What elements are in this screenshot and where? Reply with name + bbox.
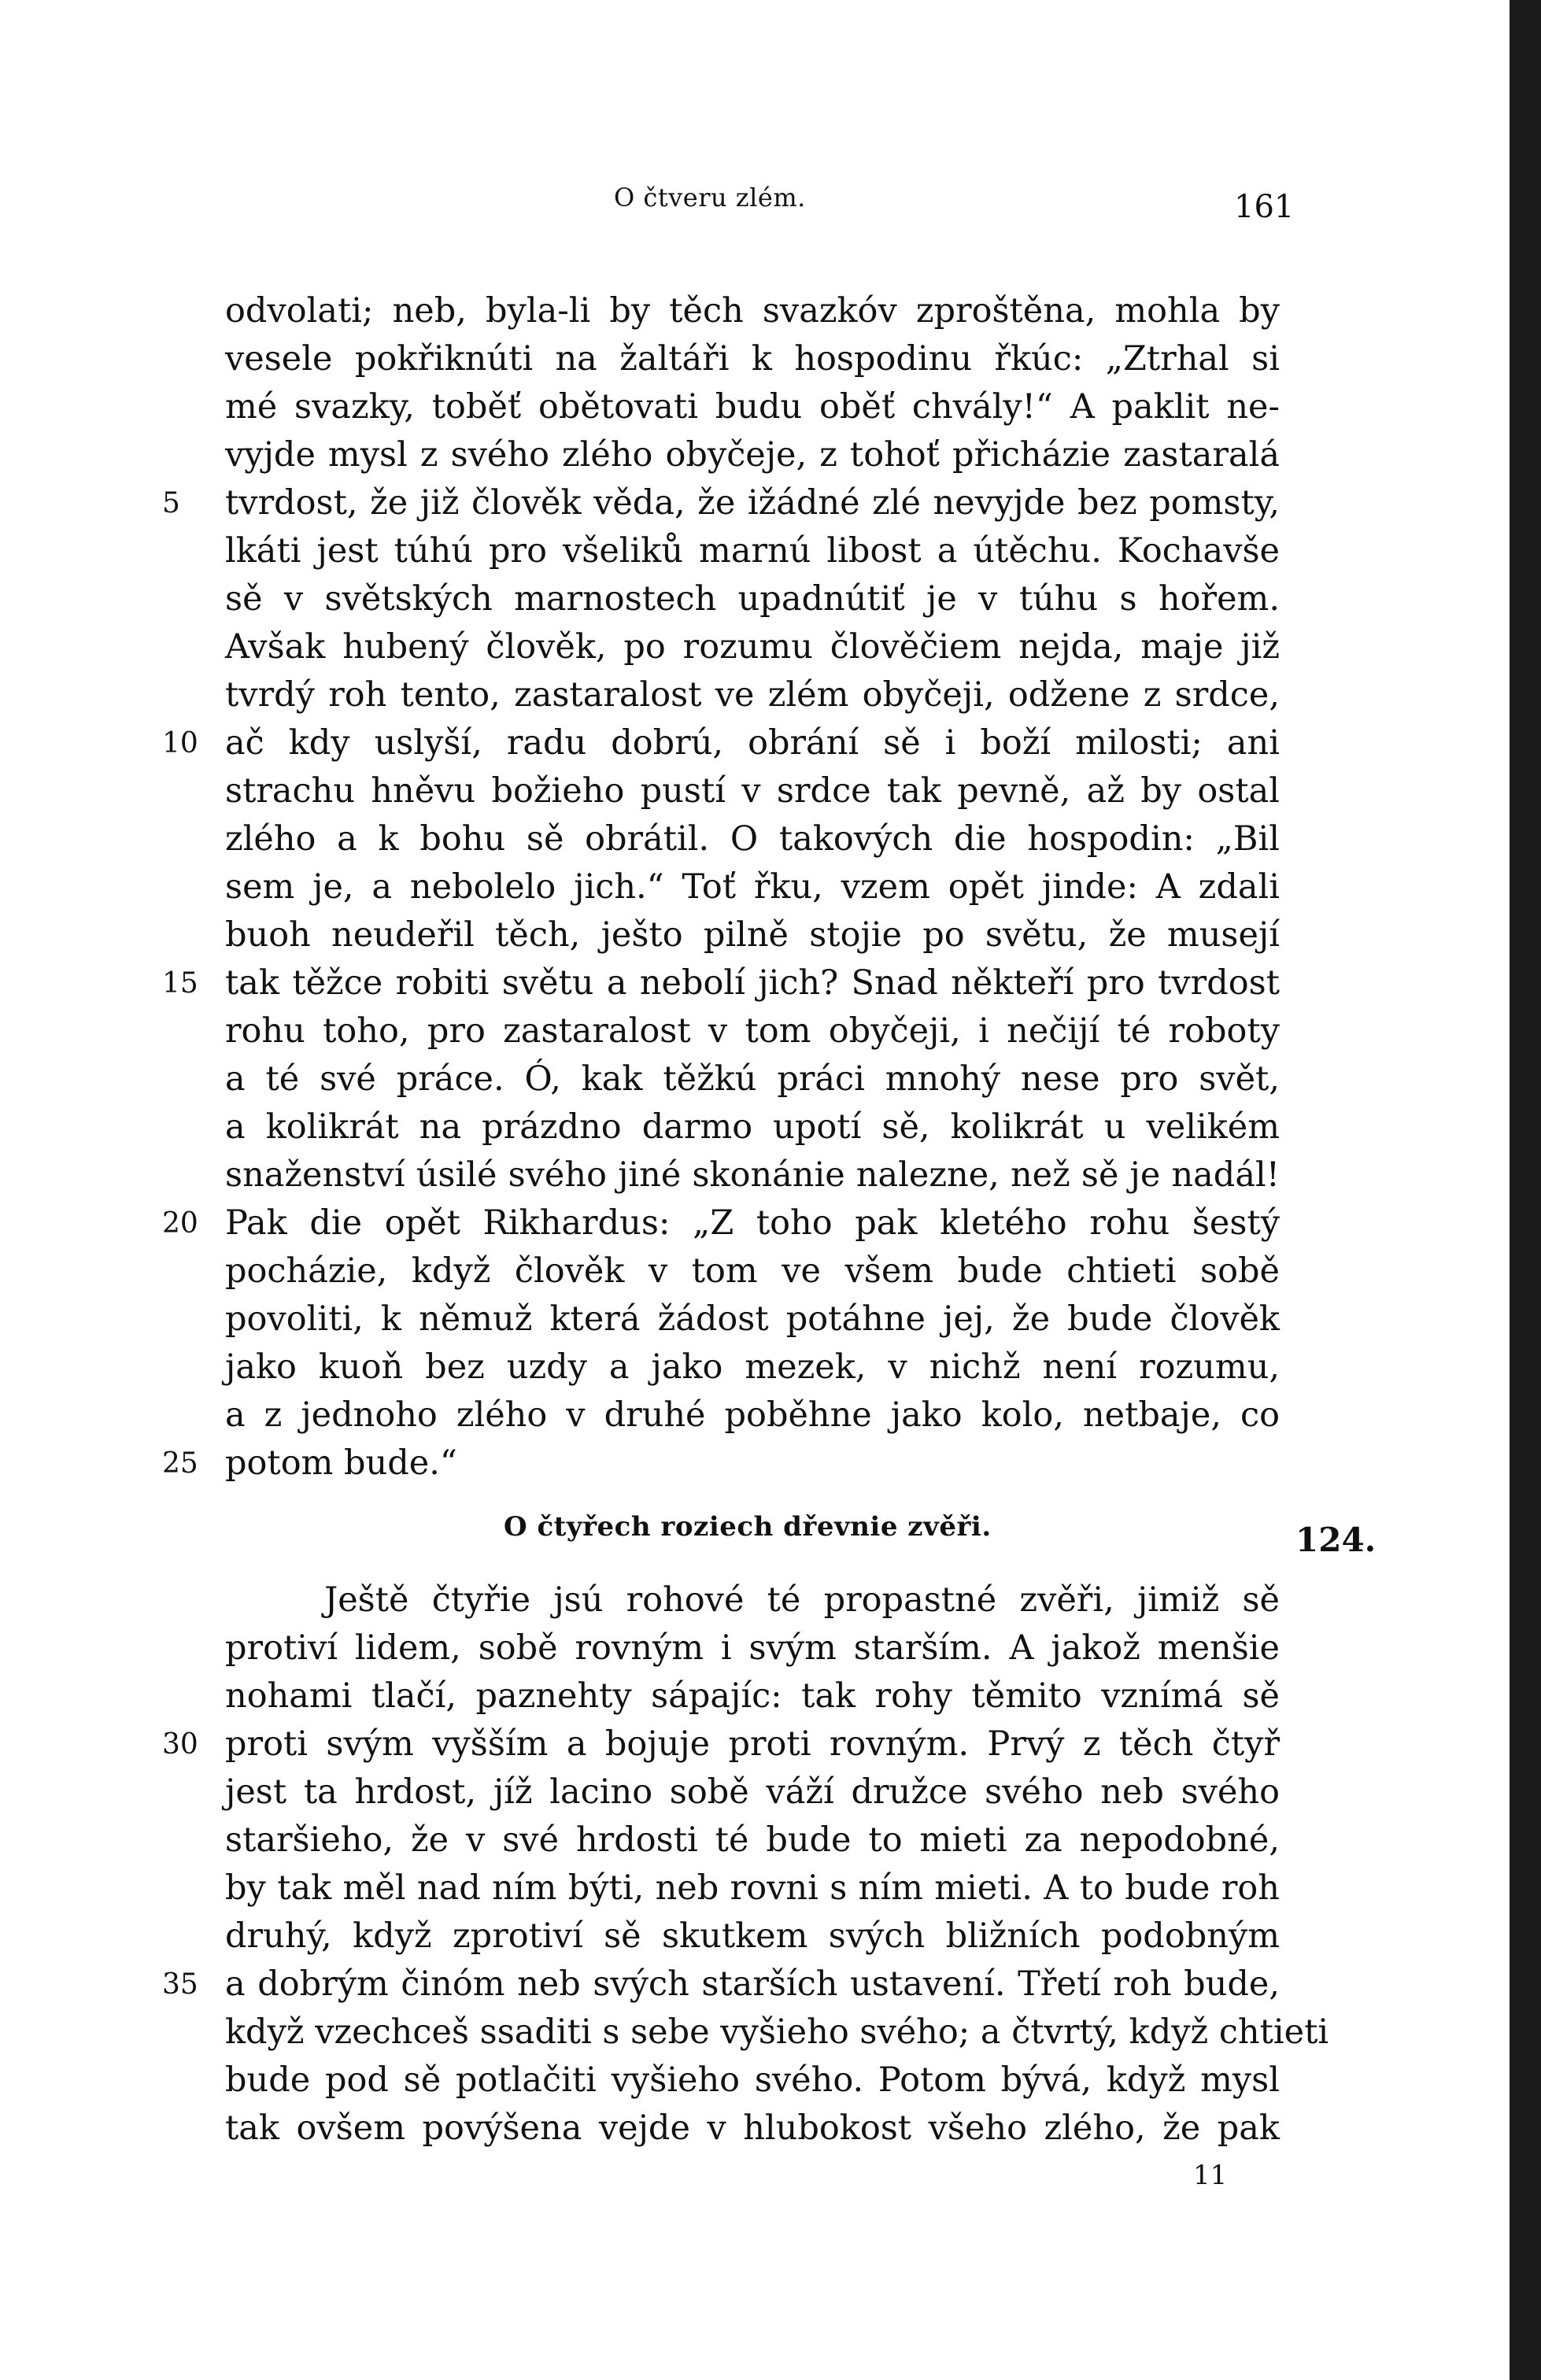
scan-edge [1510, 0, 1541, 2380]
text-line: tak ovšem povýšena vejde v hlubokost všeho zlého, že pak [225, 2108, 1280, 2148]
text-line: bude pod sě potlačiti vyšieho svého. Potom bývá, když mysl [225, 2060, 1280, 2100]
text-line: lkáti jest túhú pro všeliků marnú libost a útěchu. Kochavše [225, 531, 1280, 571]
text-line: tak těžce robiti světu a nebolí jich? Snad někteří pro tvrdost [225, 963, 1280, 1003]
text-line: vyjde mysl z svého zlého obyčeje, z tohoť přicházie zastaralá [225, 435, 1280, 475]
line-number: 15 [162, 967, 198, 1000]
line-number: 25 [162, 1447, 198, 1480]
line-number: 10 [162, 727, 198, 759]
text-line: nohami tlačí, paznehty sápajíc: tak rohy těmito vznímá sě [225, 1676, 1280, 1716]
section-heading: O čtyřech roziech dřevnie zvěři. [504, 1511, 992, 1543]
text-line: odvolati; neb, byla-li by těch svazkóv zproštěna, mohla by [225, 291, 1280, 331]
text-line: potom bude.“ [225, 1443, 457, 1483]
text-line: snaženství úsilé svého jiné skonánie nalezne, než sě je nadál! [225, 1155, 1280, 1195]
text-line: Avšak hubený člověk, po rozumu člověčiem nejda, maje již [225, 627, 1280, 667]
text-line: vesele pokřiknúti na žaltáři k hospodinu řkúc: „Ztrhal si [225, 339, 1280, 379]
text-line: staršieho, že v své hrdosti té bude to mieti za nepodobné, [225, 1820, 1280, 1860]
text-line: sem je, a nebolelo jich.“ Toť řku, vzem opět jinde: A zdali [225, 867, 1280, 907]
text-line: a z jednoho zlého v druhé poběhne jako kolo, netbaje, co [225, 1395, 1280, 1435]
text-line: druhý, když zprotiví sě skutkem svých bližních podobným [225, 1916, 1280, 1956]
text-line: jest ta hrdost, jíž lacino sobě váží družce svého neb svého [225, 1772, 1280, 1812]
text-line: protiví lidem, sobě rovným i svým starším. A jakož menšie [225, 1628, 1280, 1668]
text-line: a kolikrát na prázdno darmo upotí sě, kolikrát u velikém [225, 1107, 1280, 1147]
text-line: Pak die opět Rikhardus: „Z toho pak kletého rohu šestý [225, 1203, 1280, 1243]
text-line: mé svazky, toběť obětovati budu oběť chvály!“ A paklit ne- [225, 387, 1280, 427]
text-line: strachu hněvu božieho pustí v srdce tak pevně, až by ostal [225, 771, 1280, 811]
text-line: Ještě čtyřie jsú rohové té propastné zvěři, jimiž sě [324, 1580, 1280, 1620]
text-line: by tak měl nad ním býti, neb rovni s ním mieti. A to bude roh [225, 1868, 1280, 1908]
text-line: tvrdý roh tento, zastaralost ve zlém obyčeji, odžene z srdce, [225, 675, 1280, 715]
text-line: sě v světských marnostech upadnútiť je v túhu s hořem. [225, 579, 1280, 619]
text-line: jako kuoň bez uzdy a jako mezek, v nichž není rozumu, [225, 1347, 1280, 1387]
text-line: zlého a k bohu sě obrátil. O takových die hospodin: „Bil [225, 819, 1280, 859]
text-line: ač kdy uslyší, radu dobrú, obrání sě i boží milosti; ani [225, 723, 1280, 763]
text-line: když vzechceš ssaditi s sebe vyšieho svého; a čtvrtý, když chtieti [225, 2012, 1329, 2052]
text-line: a té své práce. Ó, kak těžkú práci mnohý nese pro svět, [225, 1059, 1280, 1099]
text-line: a dobrým činóm neb svých starších ustavení. Třetí roh bude, [225, 1964, 1280, 2004]
text-line: rohu toho, pro zastaralost v tom obyčeji, i nečijí té roboty [225, 1011, 1280, 1051]
text-line: povoliti, k němuž která žádost potáhne jej, že bude člověk [225, 1299, 1280, 1339]
line-number: 30 [162, 1728, 198, 1761]
text-line: tvrdost, že již člověk věda, že ižádné zlé nevyjde bez pomsty, [225, 483, 1280, 523]
line-number: 20 [162, 1207, 198, 1240]
text-line: proti svým vyšším a bojuje proti rovným. Prvý z těch čtyř [225, 1724, 1280, 1764]
running-head: O čtveru zlém. [614, 183, 806, 213]
line-number: 5 [162, 487, 180, 519]
chapter-number: 124. [1295, 1521, 1377, 1559]
signature-mark: 11 [1193, 2160, 1228, 2191]
page-number: 161 [1234, 189, 1295, 225]
text-line: pocházie, když člověk v tom ve všem bude chtieti sobě [225, 1251, 1280, 1291]
line-number: 35 [162, 1968, 198, 2001]
text-line: buoh neudeřil těch, ješto pilně stojie po světu, že musejí [225, 915, 1280, 955]
